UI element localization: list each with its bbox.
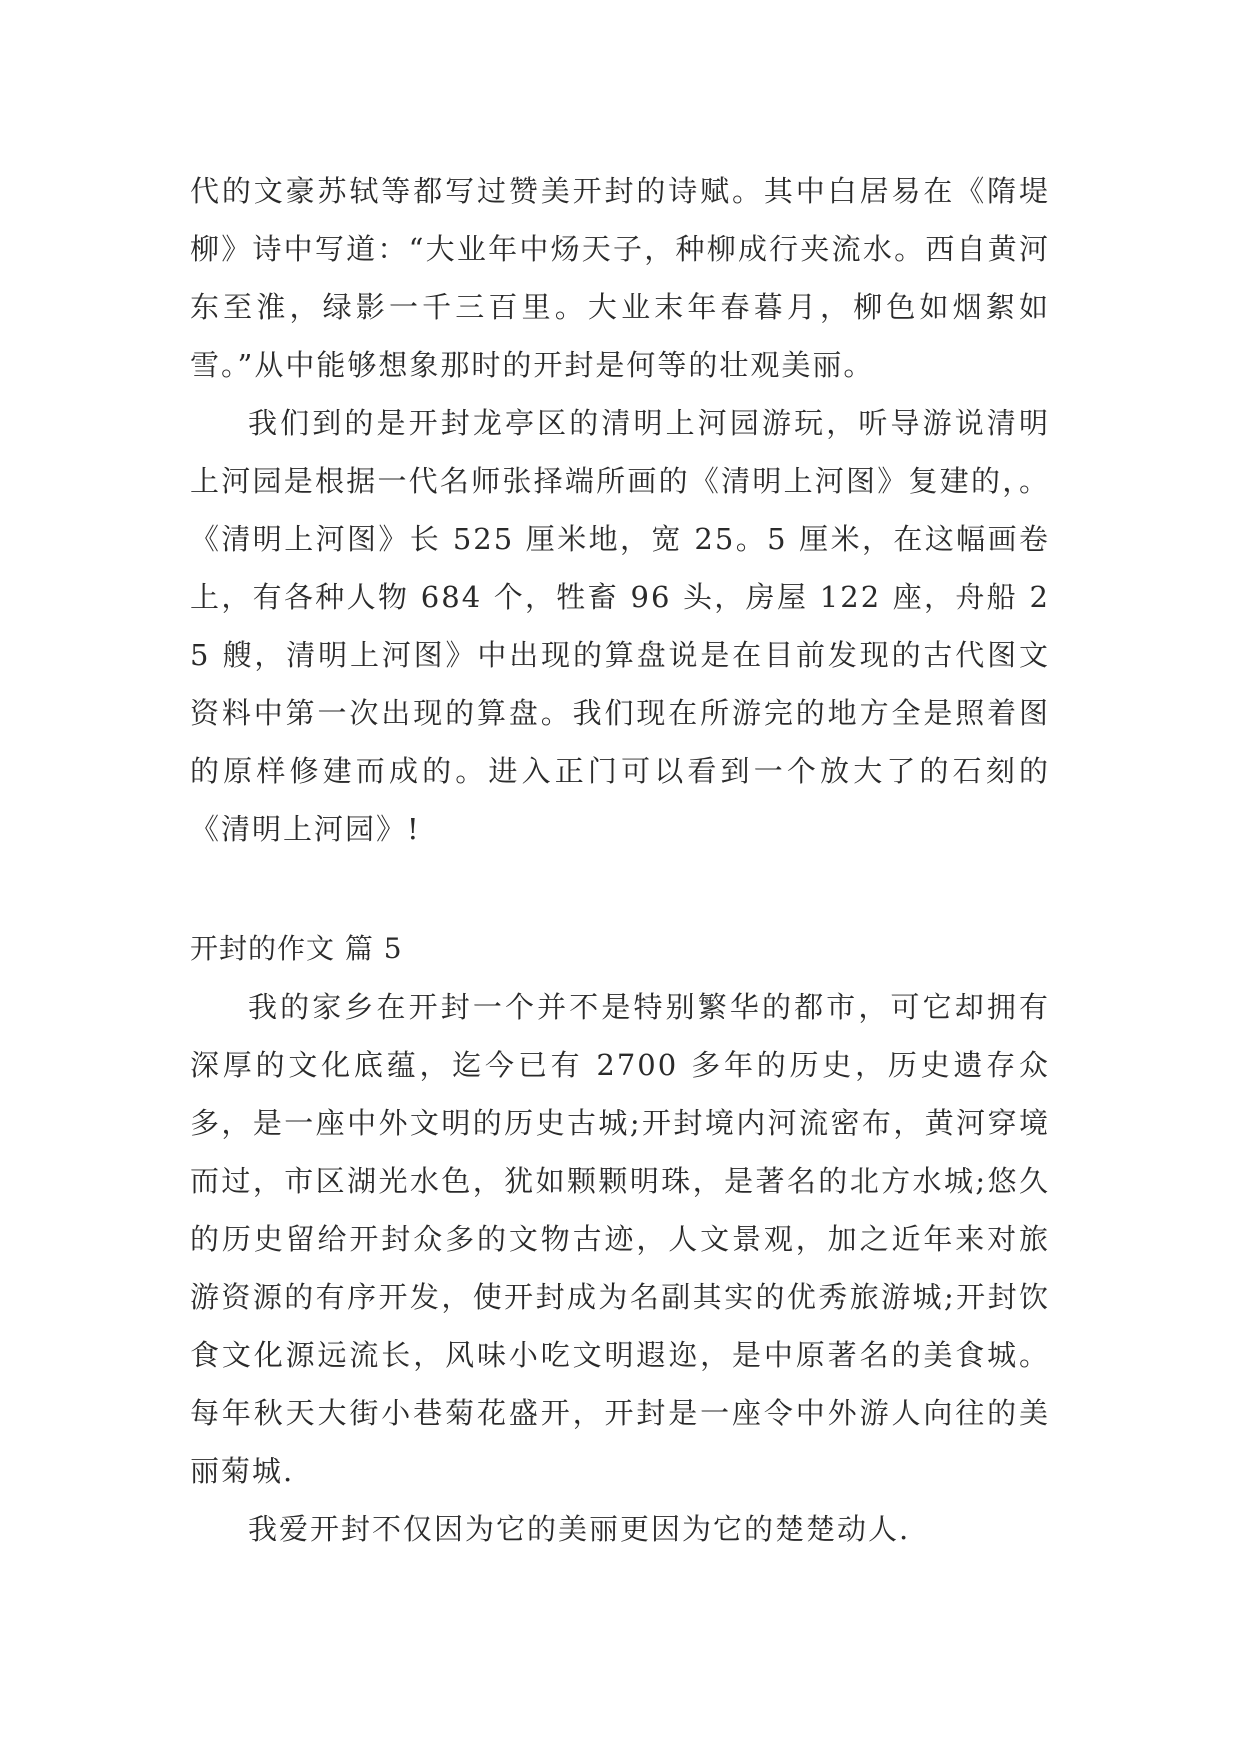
paragraph-hometown: 我的家乡在开封一个并不是特别繁华的都市，可它却拥有深厚的文化底蕴，迄今已有 2700 多年的历史，历史遗存众多，是一座中外文明的历史古城;开封境内河流密布，黄河穿境而过，市区湖光水色，犹如颗颗明珠，是著名的北方水城;悠久的历史留给开封众多的文物古迹，人文景观，加之近年来对旅游资源的有序开发，使开封成为名副其实的优秀旅游城;开封饮食文化源远流长，风味小吃文明遐迩，是中原著名的美食城。每年秋天大街小巷菊花盛开，开封是一座令中外游人向往的美丽菊城. [190,990,1050,1488]
paragraph-closing: 我爱开封不仅因为它的美丽更因为它的楚楚动人. [248,1512,911,1546]
section-title: 开封的作文 篇 5 [190,932,403,965]
document-body [190,162,1050,1558]
paragraph-qingming-park: 我们到的是开封龙亭区的清明上河园游玩，听导游说清明上河园是根据一代名师张择端所画的《清明上河图》复建的，。《清明上河图》长 525 厘米地，宽 25。5 厘米，在这幅画卷上，有各种人物 684 个，牲畜 96 头，房屋 122 座，舟船 25 艘，清明上河图》中出现的算盘说是在目前发现的古代图文资料中第一次出现的算盘。我们现在所游完的地方全是照着图的原样修建而成的。进入正门可以看到一个放大了的石刻的《清明上河园》! [190,406,1050,846]
paragraph-poem-quote: 代的文豪苏轼等都写过赞美开封的诗赋。其中白居易在《隋堤柳》诗中写道：“大业年中炀天子，种柳成行夹流水。西自黄河东至淮，绿影一千三百里。大业末年春暮月，柳色如烟絮如雪。”从中能够想象那时的开封是何等的壮观美丽。 [190,174,1050,382]
